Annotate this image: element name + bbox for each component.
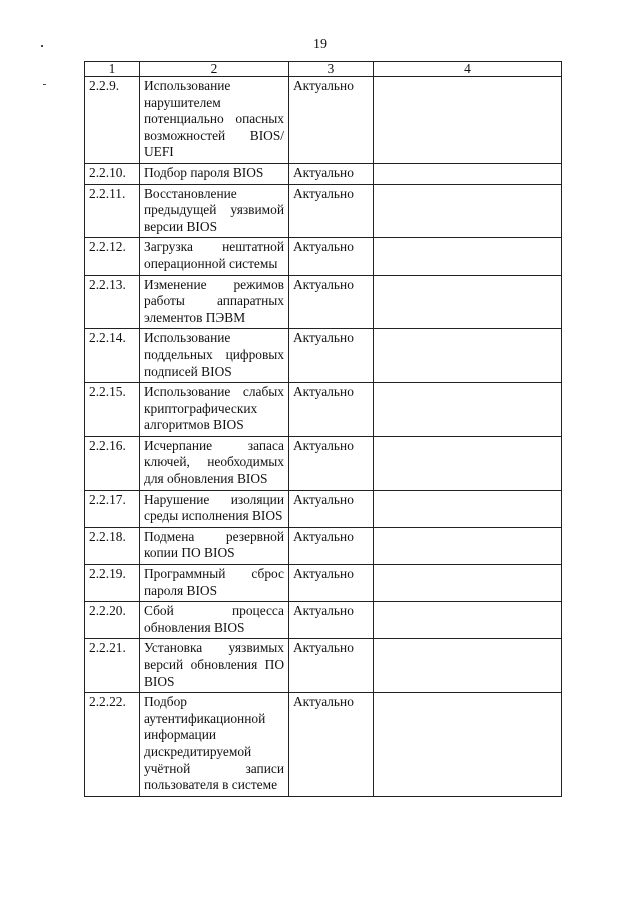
threat-name-cell: Подбор аутентификационной информации дискредитируемой учётной записи пользователя в системе: [140, 693, 289, 797]
note-cell: [374, 383, 562, 437]
row-number-cell: 2.2.22.: [85, 693, 140, 797]
threat-name-cell: Использование поддельных цифровых подписей BIOS: [140, 329, 289, 383]
note-cell: [374, 436, 562, 490]
column-header: 1: [85, 62, 140, 77]
threat-name-cell: Использование слабых криптографических алгоритмов BIOS: [140, 383, 289, 437]
row-number-cell: 2.2.12.: [85, 238, 140, 275]
note-cell: [374, 490, 562, 527]
status-cell: Актуально: [289, 436, 374, 490]
row-number-cell: 2.2.20.: [85, 602, 140, 639]
status-cell: Актуально: [289, 275, 374, 329]
threat-name-cell: Исчерпание запаса ключей, необходимых для обновления BIOS: [140, 436, 289, 490]
threat-name-cell: Сбой процесса обновления BIOS: [140, 602, 289, 639]
column-header: 4: [374, 62, 562, 77]
note-cell: [374, 238, 562, 275]
row-number-cell: 2.2.15.: [85, 383, 140, 437]
threat-name-cell: Установка уязвимых версий обновления ПО BIOS: [140, 639, 289, 693]
threat-name-cell: Восстановление предыдущей уязвимой версии BIOS: [140, 184, 289, 238]
threat-name-cell: Нарушение изоляции среды исполнения BIOS: [140, 490, 289, 527]
status-cell: Актуально: [289, 329, 374, 383]
note-cell: [374, 565, 562, 602]
table-row: [85, 77, 562, 164]
status-cell: Актуально: [289, 602, 374, 639]
table-row: [85, 527, 562, 564]
column-header: 3: [289, 62, 374, 77]
row-number-cell: 2.2.10.: [85, 163, 140, 184]
table-row: [85, 565, 562, 602]
note-cell: [374, 329, 562, 383]
page-number: 19: [313, 37, 327, 52]
status-cell: Актуально: [289, 565, 374, 602]
status-cell: Актуально: [289, 184, 374, 238]
note-cell: [374, 639, 562, 693]
note-cell: [374, 693, 562, 797]
note-cell: [374, 275, 562, 329]
note-cell: [374, 602, 562, 639]
table-row: [85, 275, 562, 329]
status-cell: Актуально: [289, 639, 374, 693]
threat-name-cell: Подбор пароля BIOS: [140, 163, 289, 184]
column-header: 2: [140, 62, 289, 77]
row-number-cell: 2.2.9.: [85, 77, 140, 164]
row-number-cell: 2.2.18.: [85, 527, 140, 564]
table-row: [85, 639, 562, 693]
table-row: [85, 383, 562, 437]
row-number-cell: 2.2.13.: [85, 275, 140, 329]
note-cell: [374, 77, 562, 164]
row-number-cell: 2.2.11.: [85, 184, 140, 238]
threats-table: [84, 61, 562, 797]
scan-speck: [41, 45, 43, 47]
row-number-cell: 2.2.14.: [85, 329, 140, 383]
status-cell: Актуально: [289, 163, 374, 184]
threat-name-cell: Подмена резервной копии ПО BIOS: [140, 527, 289, 564]
note-cell: [374, 163, 562, 184]
row-number-cell: 2.2.21.: [85, 639, 140, 693]
table-row: [85, 602, 562, 639]
note-cell: [374, 527, 562, 564]
table-row: [85, 436, 562, 490]
row-number-cell: 2.2.19.: [85, 565, 140, 602]
table-row: [85, 693, 562, 797]
note-cell: [374, 184, 562, 238]
status-cell: Актуально: [289, 383, 374, 437]
table-row: [85, 184, 562, 238]
status-cell: Актуально: [289, 527, 374, 564]
scan-speck: [43, 84, 46, 85]
status-cell: Актуально: [289, 238, 374, 275]
row-number-cell: 2.2.17.: [85, 490, 140, 527]
table-row: [85, 329, 562, 383]
threat-name-cell: Использование нарушителем потенциально опасных возможностей BIOS/ UEFI: [140, 77, 289, 164]
status-cell: Актуально: [289, 693, 374, 797]
table-header-row: [85, 62, 562, 77]
table-row: [85, 238, 562, 275]
row-number-cell: 2.2.16.: [85, 436, 140, 490]
threat-name-cell: Загрузка нештатной операционной системы: [140, 238, 289, 275]
table-row: [85, 490, 562, 527]
status-cell: Актуально: [289, 77, 374, 164]
table-body: [85, 77, 562, 797]
threat-name-cell: Программный сброс пароля BIOS: [140, 565, 289, 602]
table-row: [85, 163, 562, 184]
status-cell: Актуально: [289, 490, 374, 527]
threat-name-cell: Изменение режимов работы аппаратных элементов ПЭВМ: [140, 275, 289, 329]
